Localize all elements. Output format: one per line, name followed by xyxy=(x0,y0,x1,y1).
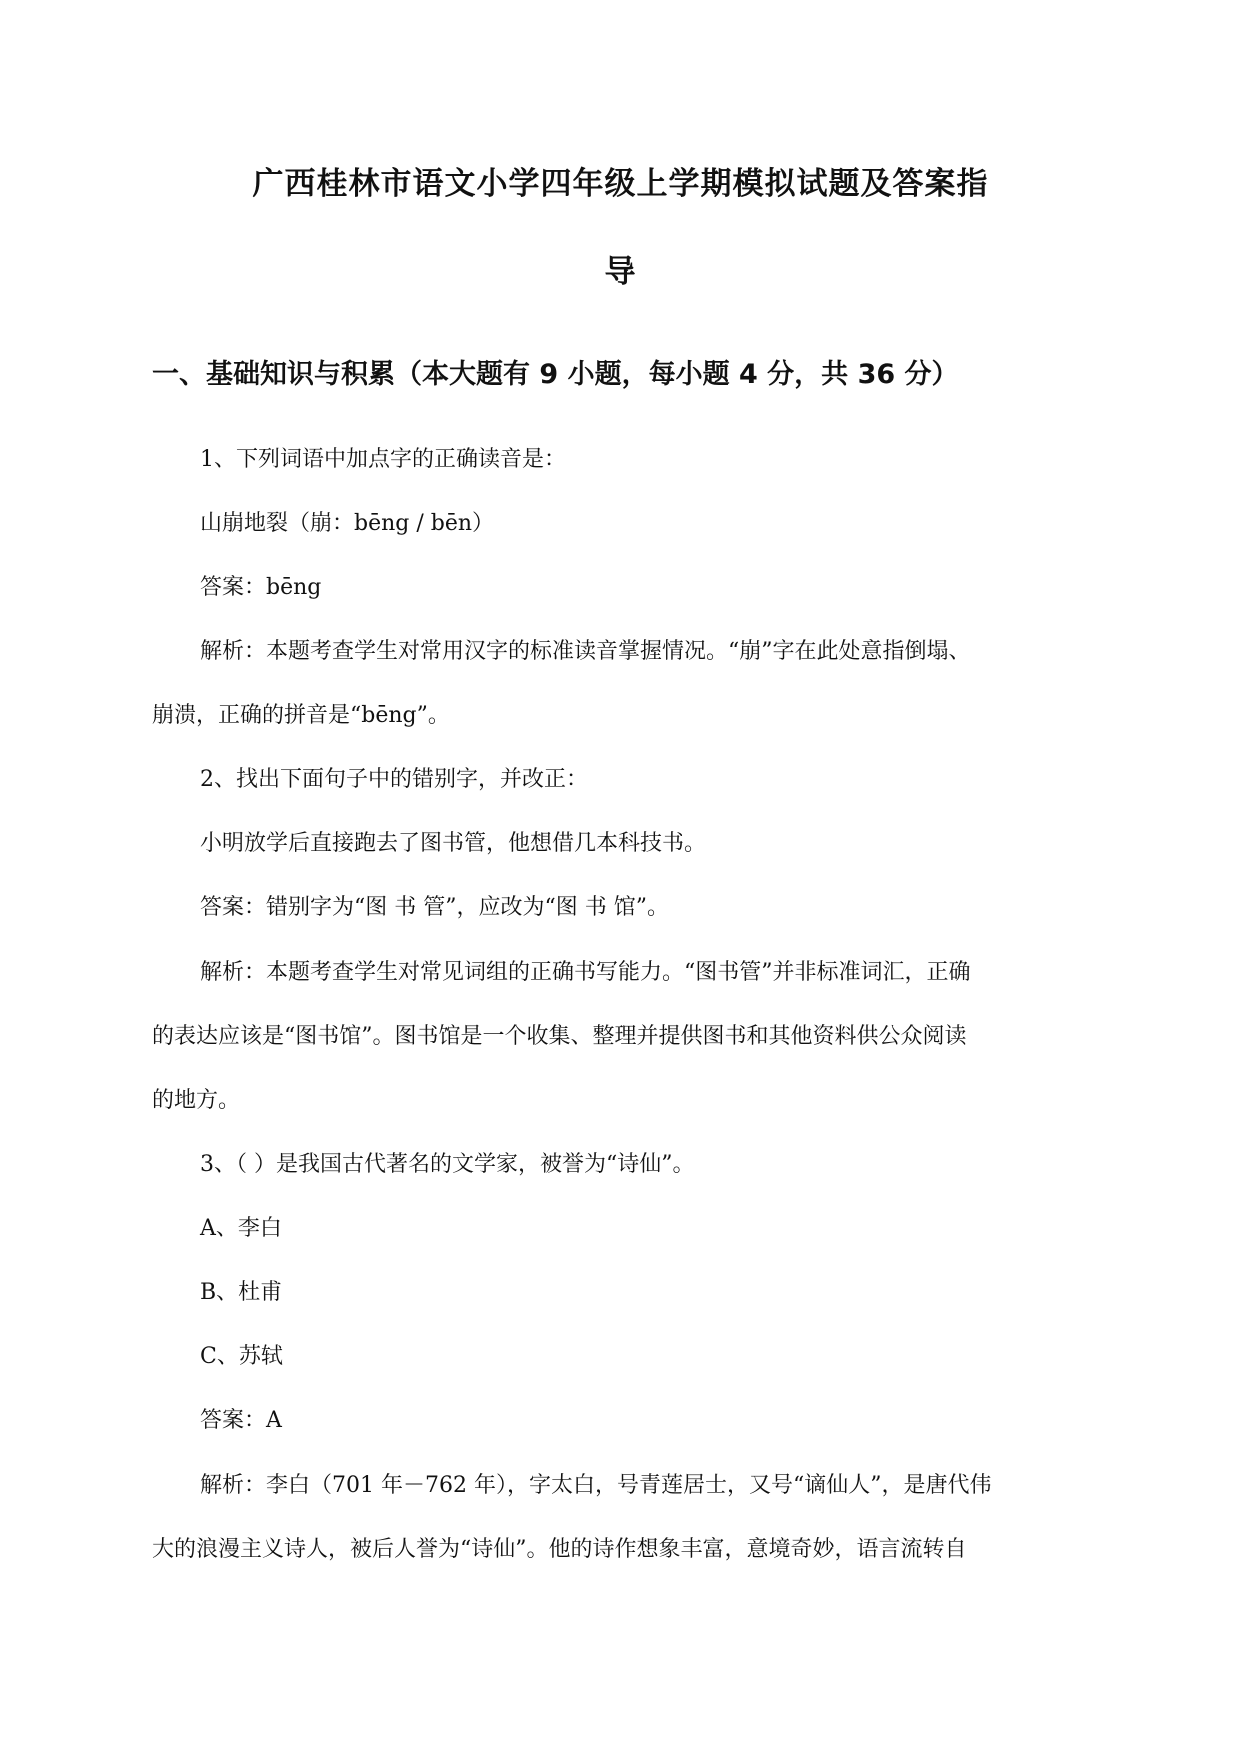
q3-option-c: C、苏轼 xyxy=(200,1344,283,1369)
q2-answer: 答案：错别字为“图 书 管”，应改为“图 书 馆”。 xyxy=(200,895,669,920)
q1-word: 山崩地裂（崩：bēng / bēn） xyxy=(200,511,495,536)
document-title-line2: 导 xyxy=(604,254,637,290)
q1-question: 1、下列词语中加点字的正确读音是： xyxy=(200,447,566,472)
q2-analysis-line1: 解析：本题考查学生对常见词组的正确书写能力。“图书管”并非标准词汇，正确 xyxy=(200,960,971,985)
q3-question: 3、（ ）是我国古代著名的文学家，被誉为“诗仙”。 xyxy=(200,1152,695,1177)
q1-analysis-line2: 崩溃，正确的拼音是“bēng”。 xyxy=(152,703,450,728)
q1-analysis-line1: 解析：本题考查学生对常用汉字的标准读音掌握情况。“崩”字在此处意指倒塌、 xyxy=(200,639,971,664)
q2-question: 2、找出下面句子中的错别字，并改正： xyxy=(200,767,588,792)
q2-analysis-line2: 的表达应该是“图书馆”。图书馆是一个收集、整理并提供图书和其他资料供公众阅读 xyxy=(152,1024,967,1049)
q3-analysis-line2: 大的浪漫主义诗人，被后人誉为“诗仙”。他的诗作想象丰富，意境奇妙，语言流转自 xyxy=(152,1537,967,1562)
section-heading-basic-knowledge: 一、基础知识与积累（本大题有 9 小题，每小题 4 分，共 36 分） xyxy=(152,359,959,390)
q3-option-b: B、杜甫 xyxy=(200,1280,283,1305)
q2-sentence: 小明放学后直接跑去了图书管，他想借几本科技书。 xyxy=(200,831,707,856)
q2-analysis-line3: 的地方。 xyxy=(152,1088,241,1113)
document-title-line1: 广西桂林市语文小学四年级上学期模拟试题及答案指 xyxy=(252,166,989,202)
q3-option-a: A、李白 xyxy=(200,1216,282,1241)
q1-answer: 答案：bēng xyxy=(200,575,322,600)
q3-answer: 答案：A xyxy=(200,1408,282,1433)
q3-analysis-line1: 解析：李白（701 年－762 年），字太白，号青莲居士，又号“谪仙人”，是唐代伟 xyxy=(200,1473,992,1498)
